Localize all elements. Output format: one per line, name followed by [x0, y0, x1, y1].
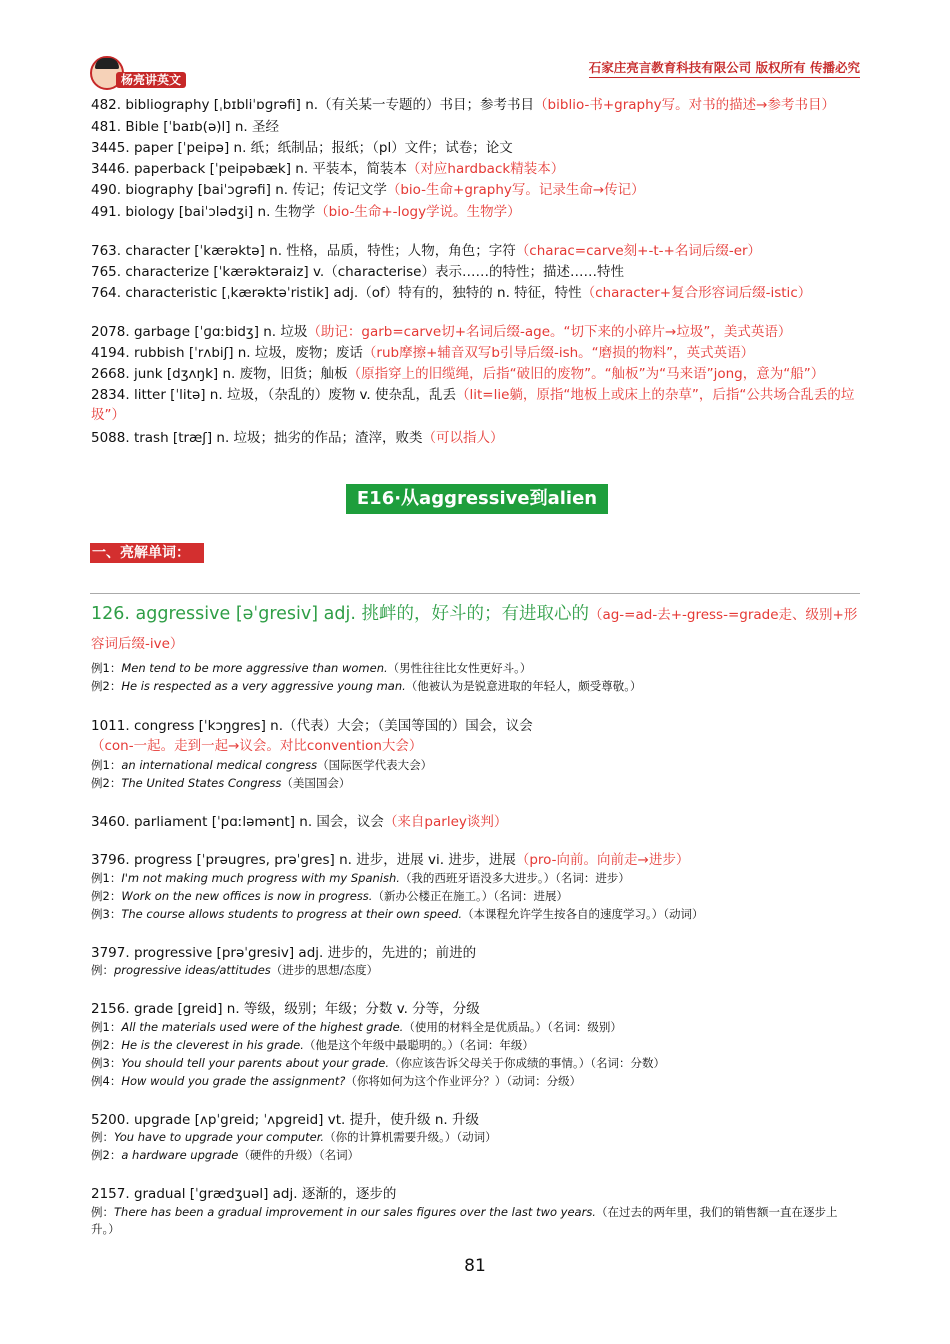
- entry-main: 2157. gradual [ˈgrædʒuəl] adj. 逐渐的，逐步的: [91, 1186, 397, 1202]
- entry-line: [91, 138, 859, 158]
- entry-line: [91, 1184, 859, 1204]
- example-line: 例2：a hardware upgrade（硬件的升级）（名词）: [91, 1148, 360, 1162]
- entry-note: （bio-生命+-logy学说。生物学）: [315, 204, 521, 220]
- entry-main: 763. character [ˈkærəktə] n. 性格，品质，特性；人物，角色；字符: [91, 243, 516, 259]
- entry-note: （rub摩擦+辅音双写b引导后缀-ish。“磨损的物料”，英式英语）: [362, 345, 755, 361]
- entry-line: [91, 241, 859, 261]
- entry-line: [91, 716, 859, 756]
- entry-line: [91, 850, 859, 870]
- entry-note: （原指穿上的旧缆绳，后指“破旧的废物”。“舢板”为“马来语”jong，意为“船”）: [347, 366, 825, 382]
- example-line: 例3：The course allows students to progress at their own speed.（本课程允许学生按各自的速度学习。）（动词）: [91, 907, 704, 921]
- headword-main: 126. aggressive [əˈgresiv] adj. 挑衅的，好斗的；有进取心的: [91, 604, 589, 624]
- entry-note: （可以指人）: [422, 430, 504, 446]
- entry-line: [91, 180, 859, 200]
- headword: [91, 600, 859, 658]
- entry-main: 491. biology [baiˈɔlədʒi] n. 生物学: [91, 204, 316, 220]
- entry-line: [91, 159, 859, 179]
- entry-note: （对应hardback精装本）: [406, 161, 565, 177]
- entry-line: [91, 385, 859, 425]
- entry-line: [91, 943, 859, 963]
- entry-note: （pro-向前。向前走→进步）: [515, 852, 690, 868]
- example-line: 例2：He is the cleverest in his grade.（他是这个年级中最聪明的。）（名词：年级）: [91, 1038, 534, 1052]
- example-line: 例：progressive ideas/attitudes（进步的思想/态度）: [91, 963, 379, 977]
- entry-note: （lit=lie躺，原指“地板上或床上的杂草”，后指“公共场合乱丢的垃圾”）: [91, 387, 855, 423]
- example-line: 例4：How would you grade the assignment?（你将如何为这个作业评分？）（动词：分级）: [91, 1074, 582, 1088]
- page-header: [88, 50, 860, 90]
- entry-note: （con-一起。走到一起→议会。对比convention大会）: [91, 738, 423, 754]
- example-line: 例2：Work on the new offices is now in progress.（新办公楼正在施工。）（名词：进展）: [91, 889, 568, 903]
- logo-text: 杨亮讲英文: [116, 72, 186, 88]
- entry-main: 764. characteristic [ˌkærəktəˈristik] adj.（of）特有的，独特的 n. 特征，特性: [91, 285, 582, 301]
- entry-line: [91, 262, 859, 282]
- entry-main: 5088. trash [træʃ] n. 垃圾；拙劣的作品；渣滓，败类: [91, 430, 423, 446]
- entry-line: [91, 428, 859, 448]
- entry-line: [91, 364, 859, 384]
- entry-note: （来自parley谈判）: [383, 814, 508, 830]
- entry-main: 2078. garbage [ˈɡɑːbidʒ] n. 垃圾: [91, 324, 308, 340]
- entry-line: [91, 202, 859, 222]
- entry-line: [91, 95, 859, 115]
- entry-main: 2156. grade [greid] n. 等级，级别；年级；分数 v. 分等，分级: [91, 1001, 480, 1017]
- company-copyright: 石家庄亮言教育科技有限公司 版权所有 传播必究: [589, 58, 860, 78]
- example-line: 例1：Men tend to be more aggressive than women.（男性往往比女性更好斗。）: [91, 661, 532, 675]
- entry-main: 3796. progress [ˈprəugres, prəˈgres] n. 进步，进展 vi. 进步，进展: [91, 852, 516, 868]
- entry-main: 3460. parliament [ˈpɑːləmənt] n. 国会，议会: [91, 814, 384, 830]
- entry-line: [91, 283, 859, 303]
- example-line: 例1：I'm not making much progress with my Spanish.（我的西班牙语没多大进步。）（名词：进步）: [91, 871, 630, 885]
- unit-title: E16·从aggressive到alien: [346, 484, 608, 514]
- example-line: 例2：The United States Congress（美国国会）: [91, 776, 351, 790]
- entry-line: [91, 117, 859, 137]
- entry-note: （charac=carve刻+-t-+名词后缀-er）: [515, 243, 762, 259]
- entry-main: 5200. upgrade [ʌpˈgreid; ˈʌpgreid] vt. 提升，使升级 n. 升级: [91, 1112, 480, 1128]
- example-line: 例：You have to upgrade your computer.（你的计算机需要升级。）（动词）: [91, 1130, 497, 1144]
- entry-line: [91, 812, 859, 832]
- entry-note: （bio-生命+graphy写。记录生命→传记）: [386, 182, 645, 198]
- section-title: 一、亮解单词：: [90, 543, 204, 563]
- entry-line: [91, 343, 859, 363]
- entry-line: [91, 322, 859, 342]
- entry-note: （character+复合形容词后缀-istic）: [581, 285, 812, 301]
- entry-main: 482. bibliography [ˌbɪbliˈɒɡrəfi] n.（有关某一专题的）书目；参考书目: [91, 97, 535, 113]
- brand-logo: [88, 56, 188, 90]
- entry-main: 4194. rubbish [ˈrʌbiʃ] n. 垃圾，废物；废话: [91, 345, 363, 361]
- entry-main: 481. Bible [ˈbaɪb(ə)l] n. 圣经: [91, 119, 279, 135]
- entry-note: （助记：garb=carve切+名词后缀-age。“切下来的小碎片→垃圾”，美式英语）: [307, 324, 792, 340]
- divider: [90, 593, 860, 594]
- entry-main: 3446. paperback [ˈpeipəbæk] n. 平装本，简装本: [91, 161, 407, 177]
- entry-main: 3445. paper [ˈpeipə] n. 纸；纸制品；报纸；（pl）文件；试卷；论文: [91, 140, 513, 156]
- example-line: 例3：You should tell your parents about your grade.（你应该告诉父母关于你成绩的事情。）（名词：分数）: [91, 1056, 666, 1070]
- example-line: 例1：an international medical congress（国际医学代表大会）: [91, 758, 433, 772]
- entry-main: 3797. progressive [prəˈgresiv] adj. 进步的，先进的；前进的: [91, 945, 477, 961]
- entry-note: （biblio-书+graphy写。对书的描述→参考书目）: [534, 97, 835, 113]
- entry-main: 490. biography [baiˈɔɡrəfi] n. 传记；传记文学: [91, 182, 387, 198]
- entry-main: 1011. congress [ˈkɔŋgres] n.（代表）大会；（美国等国的）国会，议会: [91, 718, 533, 734]
- page-number: 81: [464, 1256, 486, 1276]
- entry-main: 2668. junk [dʒʌŋk] n. 废物，旧货；舢板: [91, 366, 348, 382]
- example-line: 例1：All the materials used were of the highest grade.（使用的材料全是优质品。）（名词：级别）: [91, 1020, 622, 1034]
- example-line: 例2：He is respected as a very aggressive young man.（他被认为是锐意进取的年轻人，颇受尊敬。）: [91, 679, 642, 693]
- headword-note: （ag-=ad-去+-gress-=grade走、级别+形容词后缀-ive）: [91, 607, 858, 652]
- entry-main: 2834. litter [ˈlitə] n. 垃圾，（杂乱的）废物 v. 使杂乱，乱丢: [91, 387, 457, 403]
- entry-line: [91, 1110, 859, 1130]
- entry-main: 765. characterize [ˈkærəktəraiz] v.（characterise）表示……的特性；描述……特性: [91, 264, 624, 280]
- example-line: 例：There has been a gradual improvement in our sales figures over the last two years.（在过去的两年里，我们的销售额一直在逐步上升。）: [91, 1205, 838, 1236]
- entry-line: [91, 999, 859, 1019]
